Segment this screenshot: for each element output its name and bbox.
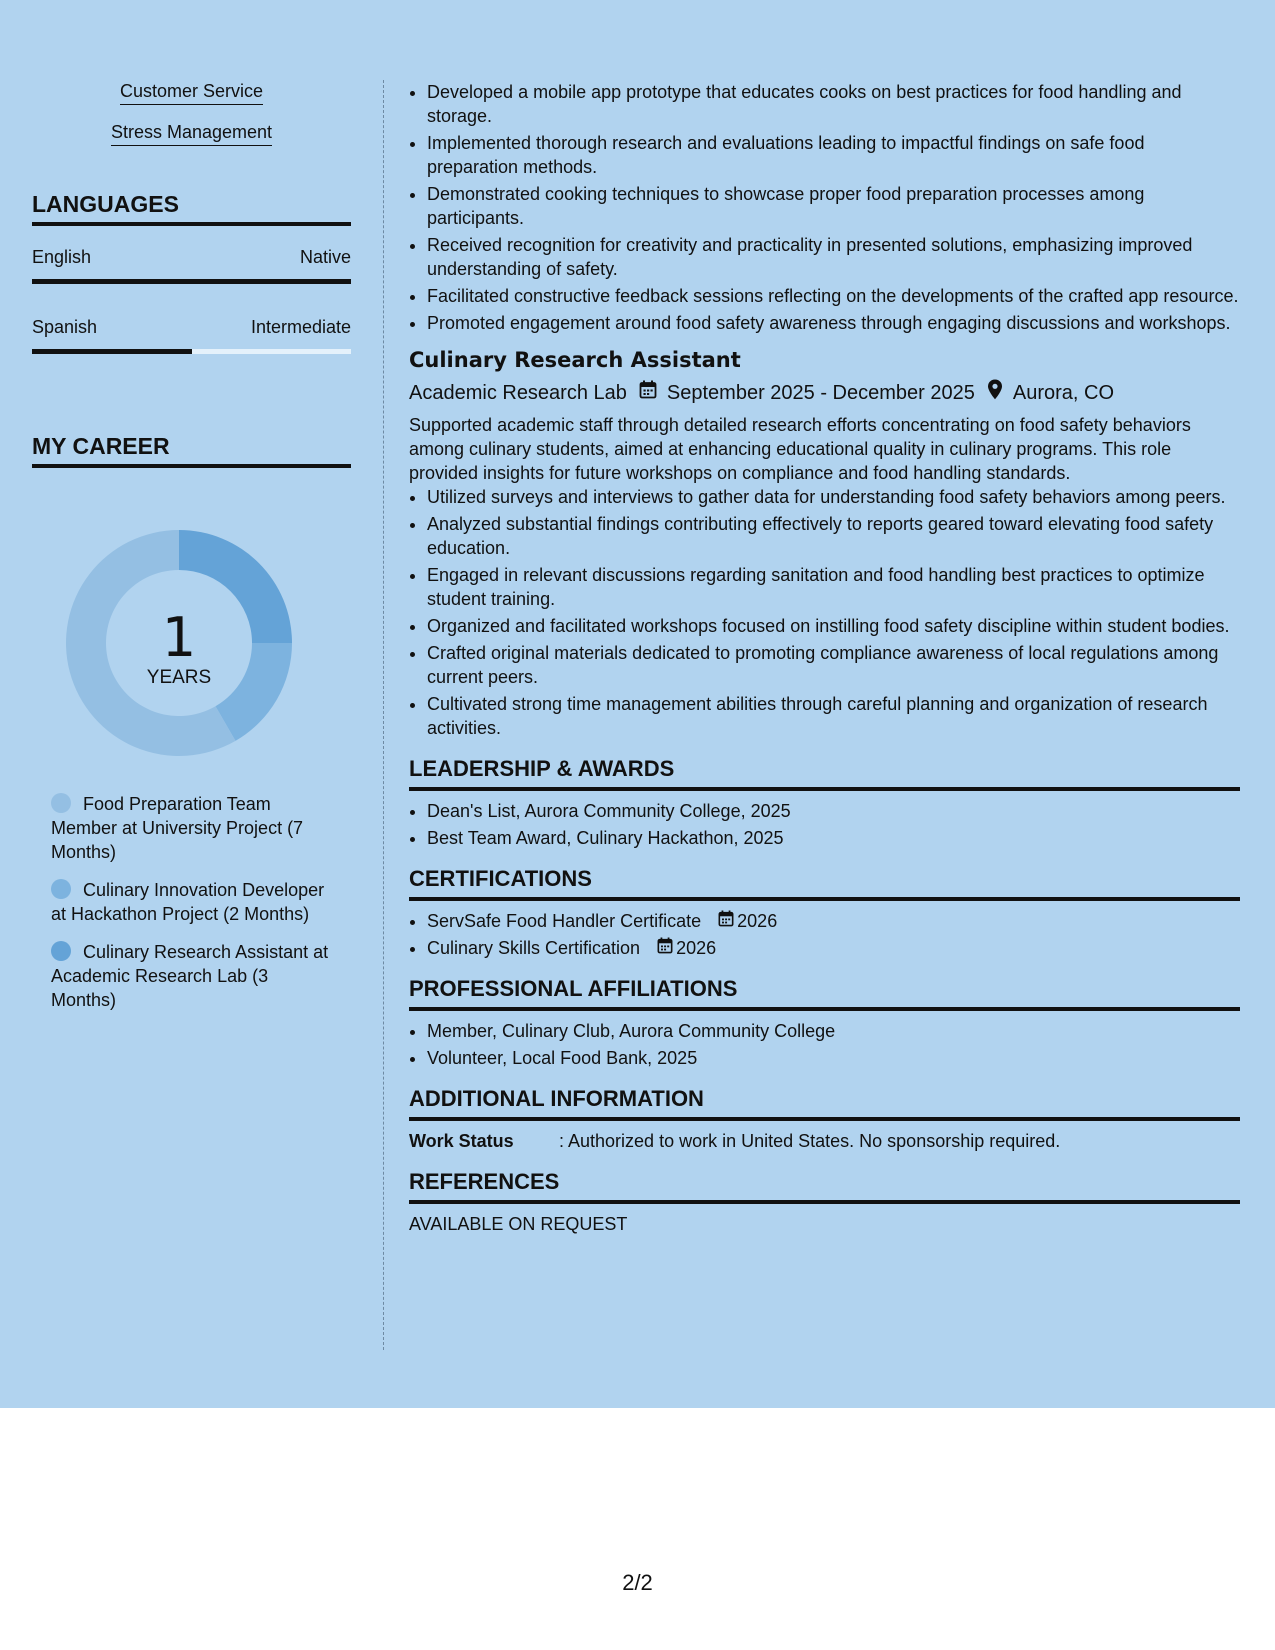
certification-year: 2026	[676, 938, 717, 958]
leadership-section	[409, 756, 1240, 850]
language-proficiency-bar	[32, 279, 351, 284]
job-meta	[409, 379, 1240, 407]
page-number: 2/2	[622, 1570, 653, 1595]
career-title: MY CAREER	[32, 433, 170, 459]
job-company: Academic Research Lab	[409, 382, 627, 404]
section-title: PROFESSIONAL AFFILIATIONS	[409, 976, 738, 1001]
affiliations-section	[409, 976, 1240, 1070]
bullet-item: • Promoted engagement around food safety awareness through engaging discussions and workshops.	[427, 311, 1240, 335]
languages-title: LANGUAGES	[32, 191, 179, 217]
section-rule	[32, 464, 351, 468]
bullet-item: • Developed a mobile app prototype that educates cooks on best practices for food handling and storage.	[427, 80, 1240, 128]
bullet-item: • Cultivated strong time management abilities through careful planning and organization of research activities.	[427, 692, 1240, 740]
job-bullets	[409, 485, 1240, 740]
career-legend	[51, 792, 331, 1026]
bullet-item: • Demonstrated cooking techniques to showcase proper food preparation processes among participants.	[427, 182, 1240, 230]
legend-dot	[51, 793, 71, 813]
language-level: Intermediate	[250, 317, 351, 337]
career-total-unit: YEARS	[146, 667, 212, 688]
language-proficiency-fill	[32, 349, 192, 354]
section-rule	[409, 1007, 1240, 1011]
affiliation-item: • Member, Culinary Club, Aurora Community College	[427, 1019, 1240, 1043]
career-total-number: 1	[161, 606, 197, 669]
additional-info-section	[409, 1086, 1240, 1153]
bullet-item: • Facilitated constructive feedback sessions reflecting on the developments of the crafted app resource.	[427, 284, 1240, 308]
career-section	[32, 432, 351, 468]
section-title: ADDITIONAL INFORMATION	[409, 1086, 704, 1111]
skill-item: Stress Management	[32, 121, 351, 146]
right-column	[409, 80, 1240, 1236]
language-item	[32, 246, 351, 284]
certification-year: 2026	[737, 911, 778, 931]
location-pin-icon	[987, 379, 1003, 407]
affiliation-item: • Volunteer, Local Food Bank, 2025	[427, 1046, 1240, 1070]
language-item	[32, 316, 351, 354]
section-rule	[409, 897, 1240, 901]
section-title: CERTIFICATIONS	[409, 866, 592, 891]
section-rule	[409, 787, 1240, 791]
language-name: English	[32, 247, 92, 267]
career-legend-item: Food Preparation Team Member at University Project (7 Months)	[51, 794, 304, 862]
career-donut-chart	[64, 528, 294, 758]
award-item: • Best Team Award, Culinary Hackathon, 2025	[427, 826, 1240, 850]
language-name: Spanish	[32, 317, 98, 337]
bullet-item: • Implemented thorough research and evaluations leading to impactful findings on safe food preparation methods.	[427, 131, 1240, 179]
calendar-icon	[657, 936, 676, 960]
skill-item: Customer Service	[32, 80, 351, 105]
references-text: AVAILABLE ON REQUEST	[409, 1214, 628, 1234]
work-status-label: Work Status	[409, 1131, 514, 1151]
bullet-item: • Engaged in relevant discussions regarding sanitation and food handling best practices to optimize student training.	[427, 563, 1240, 611]
career-legend-item: Culinary Research Assistant at Academic Research Lab (3 Months)	[51, 942, 329, 1010]
legend-dot	[51, 879, 71, 899]
column-divider	[383, 80, 384, 1350]
bullet-item: • Analyzed substantial findings contributing effectively to reports geared toward elevating food safety education.	[427, 512, 1240, 560]
bullet-item: • Crafted original materials dedicated to promoting compliance awareness of local regulations among current peers.	[427, 641, 1240, 689]
job-location: Aurora, CO	[1012, 382, 1115, 404]
legend-dot	[51, 941, 71, 961]
language-proficiency-fill	[32, 279, 351, 284]
certification-item: • Culinary Skills Certification 2026	[427, 936, 1240, 960]
references-section	[409, 1169, 1240, 1236]
calendar-icon	[718, 909, 737, 933]
bullet-item: • Received recognition for creativity and practicality in presented solutions, emphasizing improved understanding of safety.	[427, 233, 1240, 281]
left-column	[32, 80, 351, 468]
bullet-item: • Organized and facilitated workshops focused on instilling food safety discipline within student bodies.	[427, 614, 1240, 638]
language-level: Native	[299, 247, 351, 267]
job-title: Culinary Research Assistant	[409, 348, 741, 372]
certification-item: • ServSafe Food Handler Certificate 2026	[427, 909, 1240, 933]
award-item: • Dean's List, Aurora Community College, 2025	[427, 799, 1240, 823]
career-legend-item: Culinary Innovation Developer at Hackathon Project (2 Months)	[51, 880, 325, 924]
section-rule	[409, 1117, 1240, 1121]
calendar-icon	[639, 380, 657, 406]
language-proficiency-bar	[32, 349, 351, 354]
section-title: REFERENCES	[409, 1169, 560, 1194]
job-dates: September 2025 - December 2025	[666, 382, 975, 404]
languages-section	[32, 190, 351, 354]
certifications-section	[409, 866, 1240, 960]
previous-job-bullets	[409, 80, 1240, 335]
work-status-value: : Authorized to work in United States. No sponsorship required.	[559, 1131, 1061, 1151]
job-description: Supported academic staff through detailed research efforts concentrating on food safety behaviors among culinary students, aimed at enhancing educational quality in culinary programs. This role provided insights for future workshops on compliance and food handling standards.	[409, 415, 1191, 483]
section-rule	[409, 1200, 1240, 1204]
bullet-item: • Utilized surveys and interviews to gather data for understanding food safety behaviors among peers.	[427, 485, 1240, 509]
section-title: LEADERSHIP & AWARDS	[409, 756, 675, 781]
section-rule	[32, 222, 351, 226]
